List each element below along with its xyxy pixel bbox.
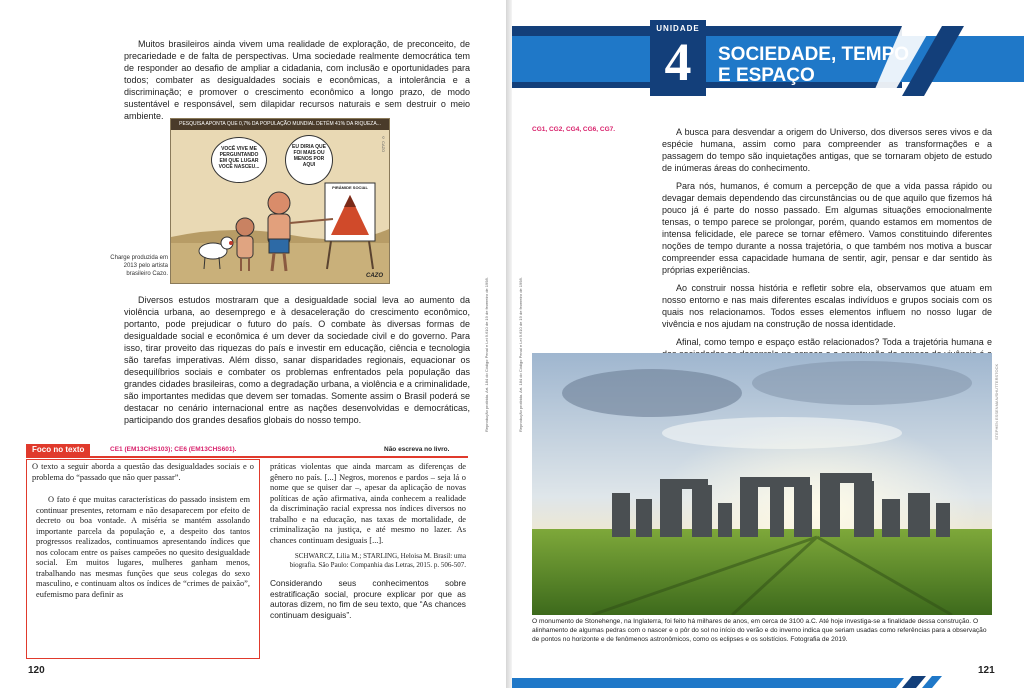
right-paragraph-1: A busca para desvendar a origem do Universo, dos diversos seres vivos e da espécie humana, assim como para compreender as transformações e a passagem do tempo são inquietações antigas, que se tornaram objeto de estudo de inúmeras áreas do conhecimento.: [662, 127, 992, 173]
chapter-title: [718, 44, 909, 86]
stonehenge-drawing: [532, 353, 992, 615]
main-paragraph: Diversos estudos mostraram que a desigualdade social leva ao aumento da violência urbana, ao desemprego e à desaceleração do crescimento econômico, portanto, pode prejudicar o futuro do país. O combate às diversas formas de desigualdade social e econômica é um dever da sociedade civil e do governo. Para isso, tirar proveito das riquezas do país e investir em educação, ciência e tecnologia são tarefas imperativas. Além disso, sanar disparidades regionais, equacionar os desequilíbrios sociais e combater os problemas enfrentados pela população das grandes cidades brasileiras, como a degradação urbana, a violência e a criminalidade, são importantes medidas que devem ser tomadas. Somente assim o Brasil poderá se destacar no cenário internacional entre as nações desenvolvidas e democráticas, participando dos grandes desafios globais do nosso tempo.: [124, 295, 470, 425]
foco-column-1: [32, 462, 254, 600]
foco-rule: [26, 456, 468, 458]
chapter-title-line-2: E ESPAÇO: [718, 65, 815, 86]
cartoon-caption: Charge produzida em 2013 pelo artista brasileiro Cazo.: [110, 255, 168, 277]
cartoon-bubble-1: VOCÊ VIVE ME PERGUNTANDO EM QUE LUGAR VOCÊ NASCEU...: [211, 137, 267, 183]
foco-warning: Não escreva no livro.: [384, 446, 450, 453]
page-number-left: 120: [28, 665, 45, 676]
page-number-right: 121: [978, 665, 995, 676]
foco-quote-part2: práticas violentas que ainda marcam as diferenças de gênero no país. [...] Negros, morenos e pardos – seja lá o nome que se quiser dar –, apesar da aplicação de novas políticas de ação afirmativa, ainda conhecem a realidade da discriminação racial expressa nos índices diversos no trabalho e na educação, nas taxas de mortalidade, de criminalização na justiça, e até mesmo no lazer. As chances continuam desiguais [...].: [270, 462, 466, 545]
right-text-block: [662, 126, 992, 372]
cartoon: [170, 118, 390, 284]
intro-paragraph: Muitos brasileiros ainda vivem uma realidade de exploração, de preconceito, de precariedade e de falta de perspectivas. Uma sociedade realmente democrática tem de responder ao desafio de ampliar a cidadania, com inclusão e oportunidades para todos; combater as desigualdades sociais e econômicas, a intolerância e a discriminação; e promover o crescimento econômico a longo prazo, de modo sustentável e responsável, sem dilapidar recursos naturais e sem destruir o meio ambiente.: [124, 39, 470, 121]
cg-codes: CG1, CG2, CG4, CG6, CG7.: [532, 126, 616, 133]
cartoon-bubble-2: EU DIRIA QUE FOI MAIS OU MENOS POR AQUI: [285, 135, 333, 185]
reproduction-notice-right: Reprodução proibida. Art. 184 do Código Penal e Lei 9.610 de 19 de fevereiro de 1998.: [518, 277, 523, 432]
left-page: [0, 0, 506, 688]
foco-question: Considerando seus conhecimentos sobre estratificação social, procure explicar por que as autoras dizem, no fim de seu texto, que “As chances continuam desiguais”.: [270, 578, 466, 620]
foco-column-2: [270, 462, 466, 620]
cartoon-banner: PESQUISA APONTA QUE 0,7% DA POPULAÇÃO MUNDIAL DETÉM 41% DA RIQUEZA...: [171, 119, 389, 130]
right-page: [512, 0, 1024, 688]
bottom-decoration: [512, 662, 1024, 688]
unit-badge: [650, 20, 706, 96]
cartoon-drawing: [171, 119, 389, 283]
reproduction-notice-left: Reprodução proibida. Art. 184 do Código Penal e Lei 9.610 de 19 de fevereiro de 1998.: [484, 277, 489, 432]
foco-codes: CE1 (EM13CHS103); CE6 (EM13CHS601).: [110, 446, 237, 453]
cartoon-credit: © CAZO: [381, 135, 386, 153]
right-paragraph-2: Para nós, humanos, é comum a percepção de que a vida passa rápido ou devagar demais dependendo das circunstâncias ou de que aquilo que fizemos há pouco já é parte do nosso passado. Em algumas situações emocionalmente tensas, o tempo parece se prolongar, porém, quando estamos em momentos de intensa felicidade, ele parece se tornar efêmero. Vamos constituindo diferentes noções de tempo durante a nossa trajetória, o que também nos motiva a buscar compreender essa capacidade humana de sentir, agir, pensar e dar sentido às próprias experiências.: [662, 181, 992, 275]
foco-title: Foco no texto: [26, 444, 90, 456]
cartoon-signature: CAZO: [366, 273, 383, 279]
photo-credit: STEPHEN ESSENMAN/SHUTTERSTOCK: [994, 363, 999, 440]
foco-reference: SCHWARCZ, Lilia M.; STARLING, Heloisa M. Brasil: uma biografia. São Paulo: Companhia das Letras, 2015. p. 506-507.: [289, 552, 466, 569]
foco-intro: O texto a seguir aborda a questão das desigualdades sociais e o problema do “passado que não quer passar”.: [32, 462, 254, 482]
right-paragraph-3: Ao construir nossa história e refletir sobre ela, observamos que atuam em nosso entorno e nas mais diferentes escalas indivíduos e grupos sociais com os quais nos relacionamos. Todos esses elementos influem no nosso lugar de vivência e nos ajudam na construção de nossa identidade.: [662, 283, 992, 329]
chapter-title-line-1: SOCIEDADE, TEMPO: [718, 44, 910, 65]
pyramid-label: PIRÂMIDE SOCIAL: [332, 185, 368, 190]
unit-number: 4: [664, 32, 692, 92]
right-paragraph-4: Afinal, como tempo e espaço estão relacionados? Toda a trajetória humana e: [676, 337, 992, 347]
stonehenge-photo: [532, 353, 992, 615]
photo-caption: O monumento de Stonehenge, na Inglaterra, foi feito há milhares de anos, em cerca de 3100 a.C. Até hoje investiga-se a finalidade dessa construção. O alinhamento de algumas pedras com o nascer e o pôr do sol no início do verão e do inverno indica que seriam usadas como referências para a observação de pontos no horizonte e de fenômenos astronômicos, como os eclipses e os solstícios. Fotografia de 2019.: [532, 618, 987, 643]
foco-quote-part1: O fato é que muitas características do passado insistem em continuar presentes, retornam e não desaparecem por efeito de decreto ou boa vontade. A miséria se mantém assolando importante parcela da população e, a despeito dos tantos progressos realizados, continuamos apresentando índices que nos colocam entre os países campeões no quesito desigualdade social. Em muitos lugares, mulheres ganham menos, trabalhando nas mesmas funções que seus colegas do sexo masculino, e continuam altos os índices de “crimes de paixão”, eufemismo para definir as: [36, 495, 250, 599]
unit-label: UNIDADE: [656, 24, 700, 33]
